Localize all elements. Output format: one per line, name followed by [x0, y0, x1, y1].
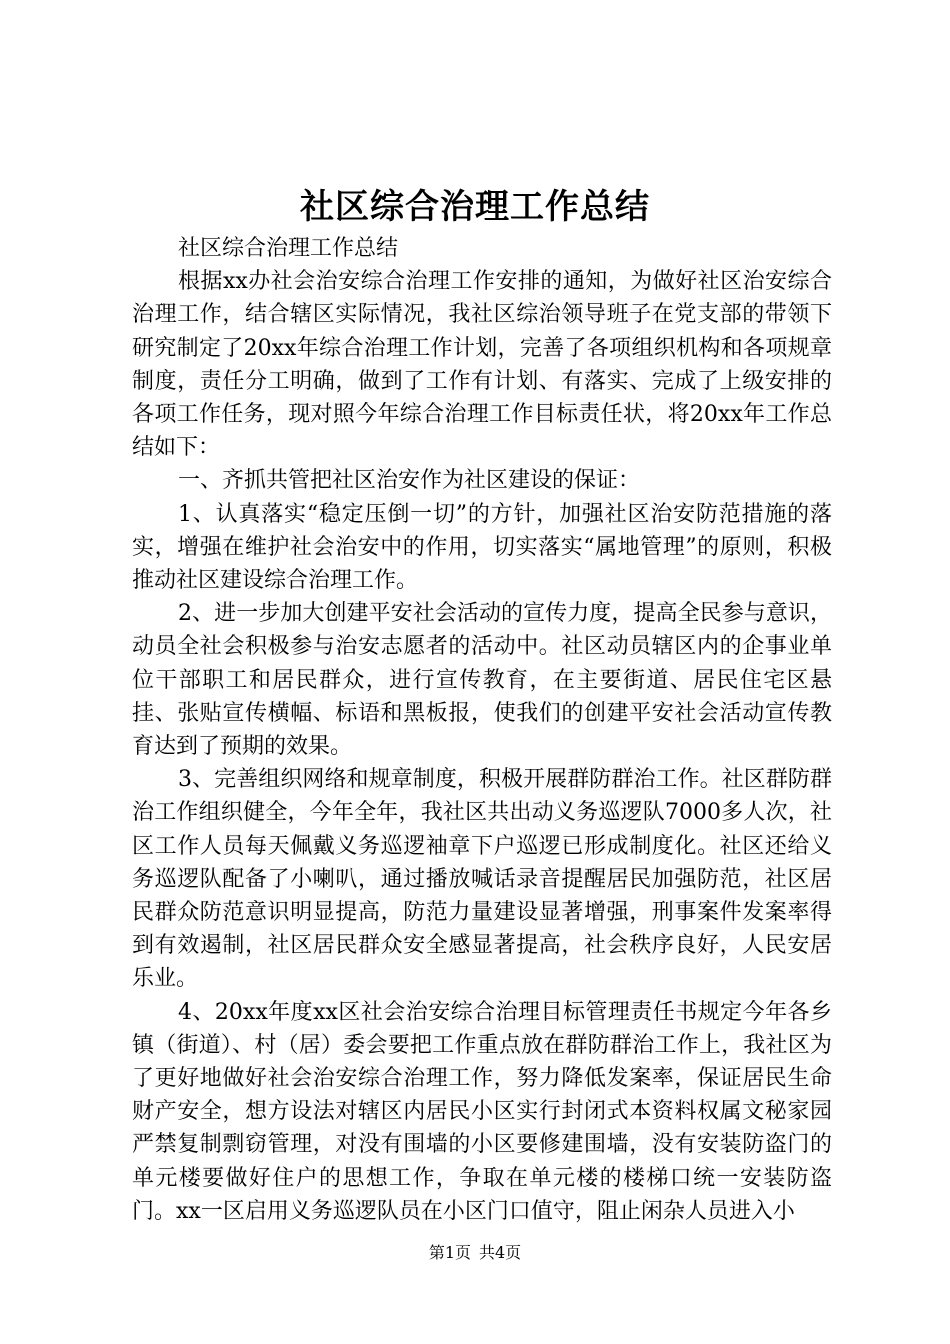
page-number: 第1页	[428, 1243, 471, 1262]
page-total: 共4页	[479, 1243, 522, 1262]
paragraph-item-1: 1、认真落实“稳定压倒一切”的方针，加强社区治安防范措施的落实，增强在维护社会治安中的作用，切实落实“属地管理”的原则，积极推动社区建设综合治理工作。	[132, 501, 832, 594]
paragraph-intro: 根据xx办社会治安综合治理工作安排的通知，为做好社区治安综合治理工作，结合辖区实际情况，我社区综治领导班子在党支部的带领下研究制定了20xx年综合治理工作计划，完善了各项组织机构和各项规章制度，责任分工明确，做到了工作有计划、有落实、完成了上级安排的各项工作任务，现对照今年综合治理工作目标责任状，将20xx年工作总结如下：	[132, 269, 832, 461]
paragraph-item-3: 3、完善组织网络和规章制度，积极开展群防群治工作。社区群防群治工作组织健全，今年全年，我社区共出动义务巡逻队7000多人次，社区工作人员每天佩戴义务巡逻袖章下户巡逻已形成制度化。社区还给义务巡逻队配备了小喇叭，通过播放喊话录音提醒居民加强防范，社区居民群众防范意识明显提高，防范力量建设显著增强，刑事案件发案率得到有效遏制，社区居民群众安全感显著提高，社会秩序良好，人民安居乐业。	[132, 767, 832, 992]
document-title: 社区综合治理工作总结	[300, 187, 650, 227]
paragraph-item-4: 4、20xx年度xx区社会治安综合治理目标管理责任书规定今年各乡镇（街道）、村（居）委会要把工作重点放在群防群治工作上，我社区为了更好地做好社会治安综合治理工作，努力降低发案率，保证居民生命财产安全，想方设法对辖区内居民小区实行封闭式本资料权属文秘家园严禁复制剽窃管理，对没有围墙的小区要修建围墙，没有安装防盗门的单元楼要做好住户的思想工作，争取在单元楼的楼梯口统一安装防盗门。xx一区启用义务巡逻队员在小区门口值守，阻止闲杂人员进入小	[132, 999, 832, 1224]
paragraph-subtitle: 社区综合治理工作总结	[178, 236, 399, 261]
section-heading-1: 一、齐抓共管把社区治安作为社区建设的保证：	[178, 468, 641, 494]
page-footer	[0, 1242, 950, 1264]
paragraph-item-2: 2、进一步加大创建平安社会活动的宣传力度，提高全民参与意识，动员全社会积极参与治安志愿者的活动中。社区动员辖区内的企事业单位干部职工和居民群众，进行宣传教育，在主要街道、居民住宅区悬挂、张贴宣传横幅、标语和黑板报，使我们的创建平安社会活动宣传教育达到了预期的效果。	[132, 601, 832, 760]
document-body	[132, 232, 832, 1228]
